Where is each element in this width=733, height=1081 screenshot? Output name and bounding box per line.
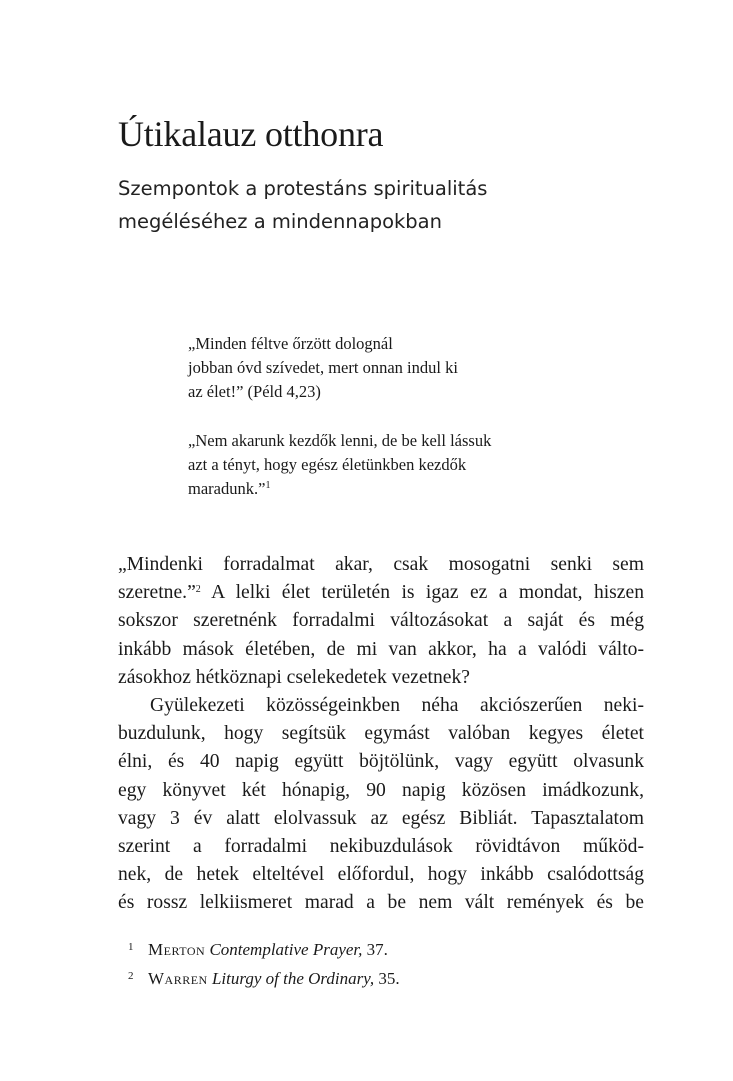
epigraph-line: az élet!” (Péld 4,23) (188, 382, 321, 401)
body-text (118, 551, 644, 918)
subtitle-line: Szempontok a protestáns spiritualitás (118, 177, 488, 200)
body-line: és rossz lelkiismeret marad a be nem vált remények és be (118, 892, 644, 914)
footnote-number: 1 (128, 941, 134, 953)
epigraph-bible-quote (188, 332, 568, 404)
body-line: vagy 3 év alatt elolvassuk az egész Bibliát. Tapasztalatom (118, 807, 644, 829)
body-line: „Mindenki forradalmat akar, csak mosogatni senki sem (118, 554, 644, 575)
chapter-subtitle (118, 172, 487, 238)
body-line: buzdulunk, hogy segítsük egymást valóban kegyes életet (118, 723, 644, 745)
epigraph-line: „Nem akarunk kezdők lenni, de be kell lássuk (188, 431, 492, 450)
footnote-1 (128, 934, 400, 963)
subtitle-line: megéléséhez a mindennapokban (118, 210, 442, 233)
footnote-ref-2[interactable]: 2 (195, 584, 201, 596)
body-line: élni, és 40 napig együtt böjtölünk, vagy együtt olvasunk (118, 751, 644, 773)
footnote-author: Merton (148, 940, 206, 959)
body-line: szerint a forradalmi nekibuzdulások rövidtávon működ- (118, 836, 644, 858)
footnote-work: Contemplative Prayer, (209, 940, 363, 959)
body-line-text: A lelki élet területén is igaz ez a mondat, hiszen (200, 582, 644, 604)
footnote-author: Warren (148, 969, 208, 988)
epigraph-line-text: maradunk.” (188, 479, 266, 498)
epigraphs (188, 332, 568, 526)
body-line: nek, de hetek elteltével előfordul, hogy inkább csalódottság (118, 864, 644, 886)
epigraph-merton-quote (188, 429, 568, 501)
body-line: egy könyvet két hónapig, 90 napig közösen imádkozunk, (118, 779, 644, 801)
body-line: zásokhoz hétköznapi cselekedetek vezetnek? (118, 666, 470, 688)
body-line: inkább mások életében, de mi van akkor, ha a valódi válto- (118, 638, 644, 660)
body-line: sokszor szeretnénk forradalmi változásokat a saját és még (118, 610, 644, 632)
epigraph-line: jobban óvd szívedet, mert onnan indul ki (188, 358, 458, 377)
footnote-page: 35. (374, 969, 400, 988)
epigraph-line: azt a tényt, hogy egész életünkben kezdők (188, 455, 467, 474)
footnote-page: 37. (362, 940, 388, 959)
footnotes (128, 934, 400, 992)
body-line-text: szeretne.” (118, 582, 196, 604)
epigraph-line: „Minden féltve őrzött dolognál (188, 334, 393, 353)
body-line (118, 579, 644, 607)
epigraph-line (188, 477, 568, 501)
footnote-number: 2 (128, 970, 134, 982)
chapter-title: Útikalauz otthonra (118, 114, 384, 154)
footnote-ref-1[interactable]: 1 (265, 480, 271, 491)
footnote-2 (128, 963, 400, 992)
footnote-work: Liturgy of the Ordinary, (211, 969, 375, 988)
body-line: Gyülekezeti közösségeinkben néha akciószerűen neki- (150, 695, 644, 717)
